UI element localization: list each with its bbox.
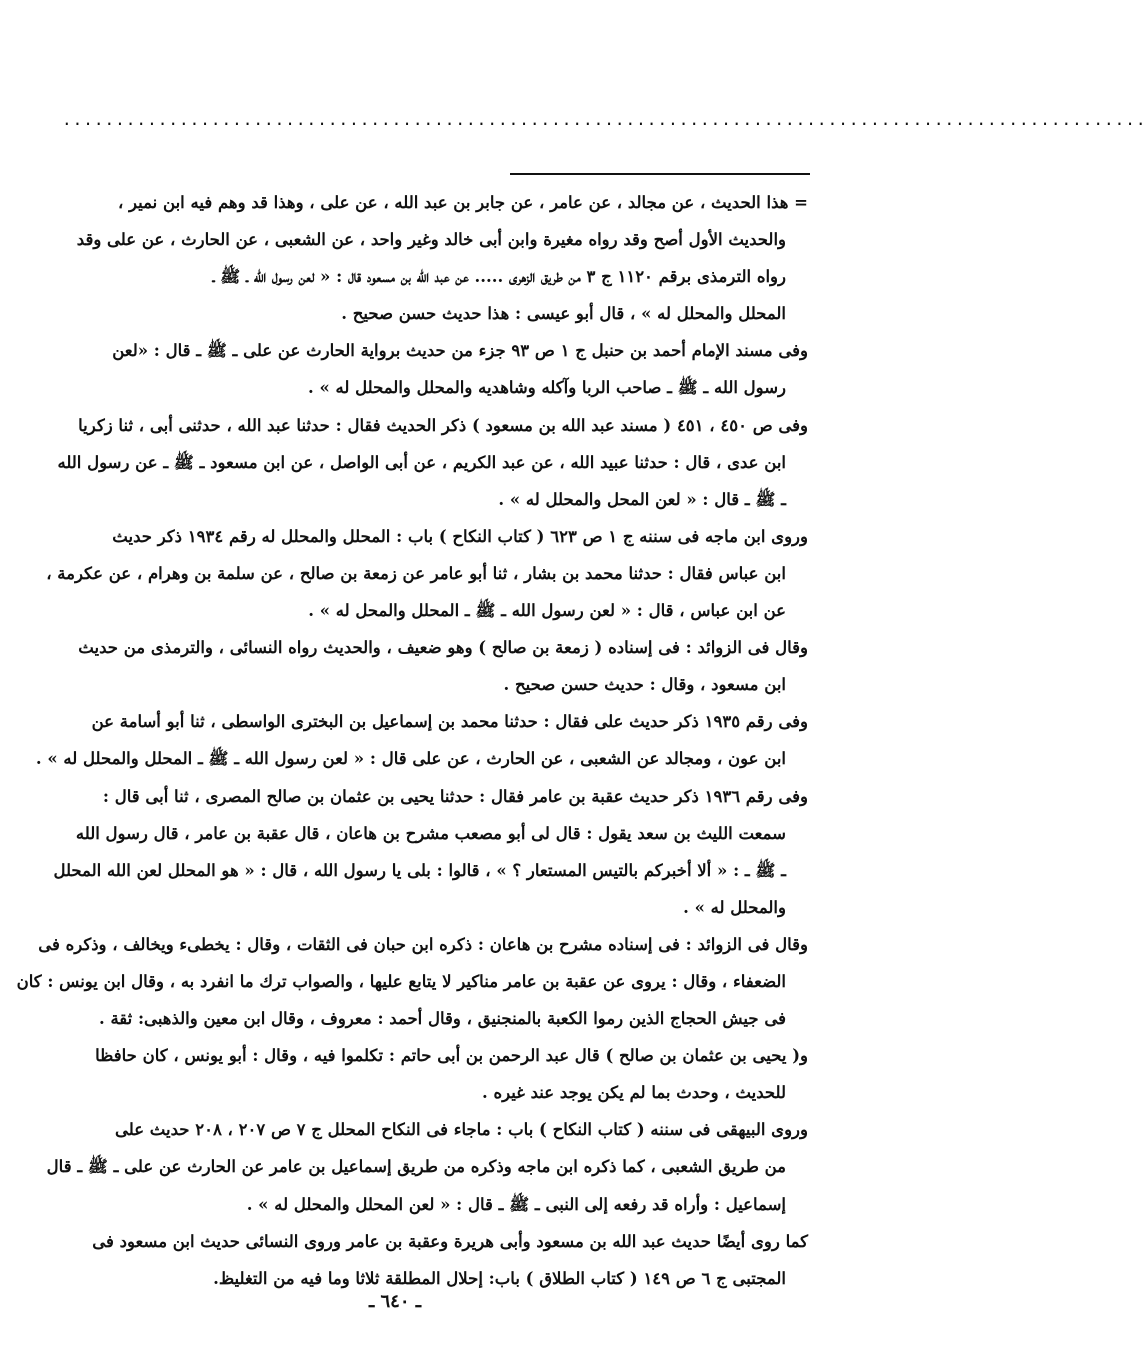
text-line: وفى رقم ١٩٣٦ ذكر حديث عقبة بن عامر فقال : حدثنا يحيى بن عثمان بن صالح المصرى ، ثنا أبى قال : — [102, 786, 808, 806]
text-line: ابن عدى ، قال : حدثنا عبيد الله ، عن عبد الكريم ، عن أبى الواصل ، عن ابن مسعود ـ ﷺ ـ عن رسول الله — [57, 452, 786, 472]
text-line: وروى البيهقى فى سننه ( كتاب النكاح ) باب : ماجاء فى النكاح المحلل ج ٧ ص ٢٠٧ ، ٢٠٨ حديث على — [115, 1120, 808, 1140]
text-line: وقال فى الزوائد : فى إسناده ( زمعة بن صالح ) وهو ضعيف ، والحديث رواه النسائى ، والترمذى من حديث — [78, 638, 808, 658]
text-line: ابن عون ، ومجالد عن الشعبى ، عن الحارث ، عن على قال : « لعن رسول الله ـ ﷺ ـ المحلل والمحلل له » . — [35, 749, 786, 769]
text-line: والمحلل له » . — [683, 897, 786, 917]
text-line: ـ ﷺ ـ قال : « لعن المحل والمحلل له » . — [498, 489, 786, 509]
text-line: وروى ابن ماجه فى سننه ج ١ ص ٦٢٣ ( كتاب النكاح ) باب : المحلل والمحلل له رقم ١٩٣٤ ذكر حديث — [112, 526, 808, 546]
text-line: ـ ﷺ ـ : « ألا أخبركم بالتيس المستعار ؟ » ، قالوا : بلى يا رسول الله ، قال : « هو المحلل لعن الله المحلل — [53, 860, 786, 880]
text-line: عن ابن عباس ، قال : « لعن رسول الله ـ ﷺ ـ المحلل والمحل له » . — [308, 601, 786, 621]
text-line: رواه الترمذى برقم ١١٢٠ ج ٣ من طريق الزهرى ..... عن عبد الله بن مسعود قال : « لعن رسول الله ـ ﷺ ـ — [212, 267, 786, 287]
text-line: إسماعيل : وأراه قد رفعه إلى النبى ـ ﷺ ـ قال : « لعن المحلل والمحلل له » . — [246, 1194, 786, 1214]
text-line: و( يحيى بن عثمان بن صالح ) قال عبد الرحمن بن أبى حاتم : تكلموا فيه ، وقال : أبو يونس ، كان حافظا — [95, 1046, 808, 1066]
text-line: كما روى أيضًا حديث عبد الله بن مسعود وأبى هريرة وعقبة بن عامر وروى النسائى حديث ابن مسعود فى — [92, 1231, 808, 1251]
text-line: الضعفاء ، وقال : يروى عن عقبة بن عامر مناكير لا يتابع عليها ، والصواب ترك ما انفرد به ، وقال ابن يونس : كان — [16, 971, 786, 991]
text-line: فى جيش الحجاج الذين رموا الكعبة بالمنجنيق ، وقال أحمد : معروف ، وقال ابن معين والذهبى: ثقة . — [98, 1009, 786, 1029]
text-line: سمعت الليث بن سعد يقول : قال لى أبو مصعب مشرح بن هاعان ، قال عقبة بن عامر ، قال رسول الله — [75, 823, 786, 843]
text-line: وفى ص ٤٥٠ ، ٤٥١ ( مسند عبد الله بن مسعود ) ذكر الحديث فقال : حدثنا عبد الله ، حدثنى أبى ، ثنا زكريا — [78, 415, 808, 435]
text-line: وفى رقم ١٩٣٥ ذكر حديث على فقال : حدثنا محمد بن إسماعيل بن البخترى الواسطى ، ثنا أبو أسامة عن — [91, 712, 808, 732]
text-line: وفى مسند الإمام أحمد بن حنبل ج ١ ص ٩٣ جزء من حديث برواية الحارث عن على ـ ﷺ ـ قال : «لعن — [112, 341, 808, 361]
page-number: ـ ٦٤٠ ـ — [368, 1291, 422, 1312]
text-line: والحديث الأول أصح وقد رواه مغيرة وابن أبى خالد وغير واحد ، عن الشعبى ، عن الحارث ، عن على وقد — [76, 230, 786, 250]
text-line: من طريق الشعبى ، كما ذكره ابن ماجه وذكره من طريق إسماعيل بن عامر عن الحارث عن على ـ ﷺ ـ قال — [46, 1157, 786, 1177]
dotted-separator: ...................................................................................................... — [62, 110, 1147, 129]
text-line: ابن عباس فقال : حدثنا محمد بن بشار ، ثنا أبو عامر عن زمعة بن صالح ، عن سلمة بن وهرام ، عن عكرمة ، — [46, 563, 786, 583]
text-line: المحلل والمحلل له » ، قال أبو عيسى : هذا حديث حسن صحيح . — [341, 304, 786, 324]
footnote-rule — [510, 173, 810, 175]
text-line: المجتبى ج ٦ ص ١٤٩ ( كتاب الطلاق ) باب: إحلال المطلقة ثلاثا وما فيه من التغليظ. — [213, 1268, 786, 1288]
text-line: وقال فى الزوائد : فى إسناده مشرح بن هاعان : ذكره ابن حبان فى الثقات ، وقال : يخطىء ويخالف ، وذكره فى — [38, 934, 808, 954]
text-line: للحديث ، وحدث بما لم يكن يوجد عند غيره . — [482, 1083, 786, 1103]
text-line: رسول الله ـ ﷺ ـ صاحب الربا وآكله وشاهديه والمحلل والمحلل له » . — [307, 378, 786, 398]
text-line: ابن مسعود ، وقال : حديث حسن صحيح . — [503, 675, 786, 695]
text-line: = هذا الحديث ، عن مجالد ، عن عامر ، عن جابر بن عبد الله ، عن على ، وهذا قد وهم فيه ابن نمير ، — [117, 193, 808, 212]
footnote-body — [16, 184, 808, 1288]
